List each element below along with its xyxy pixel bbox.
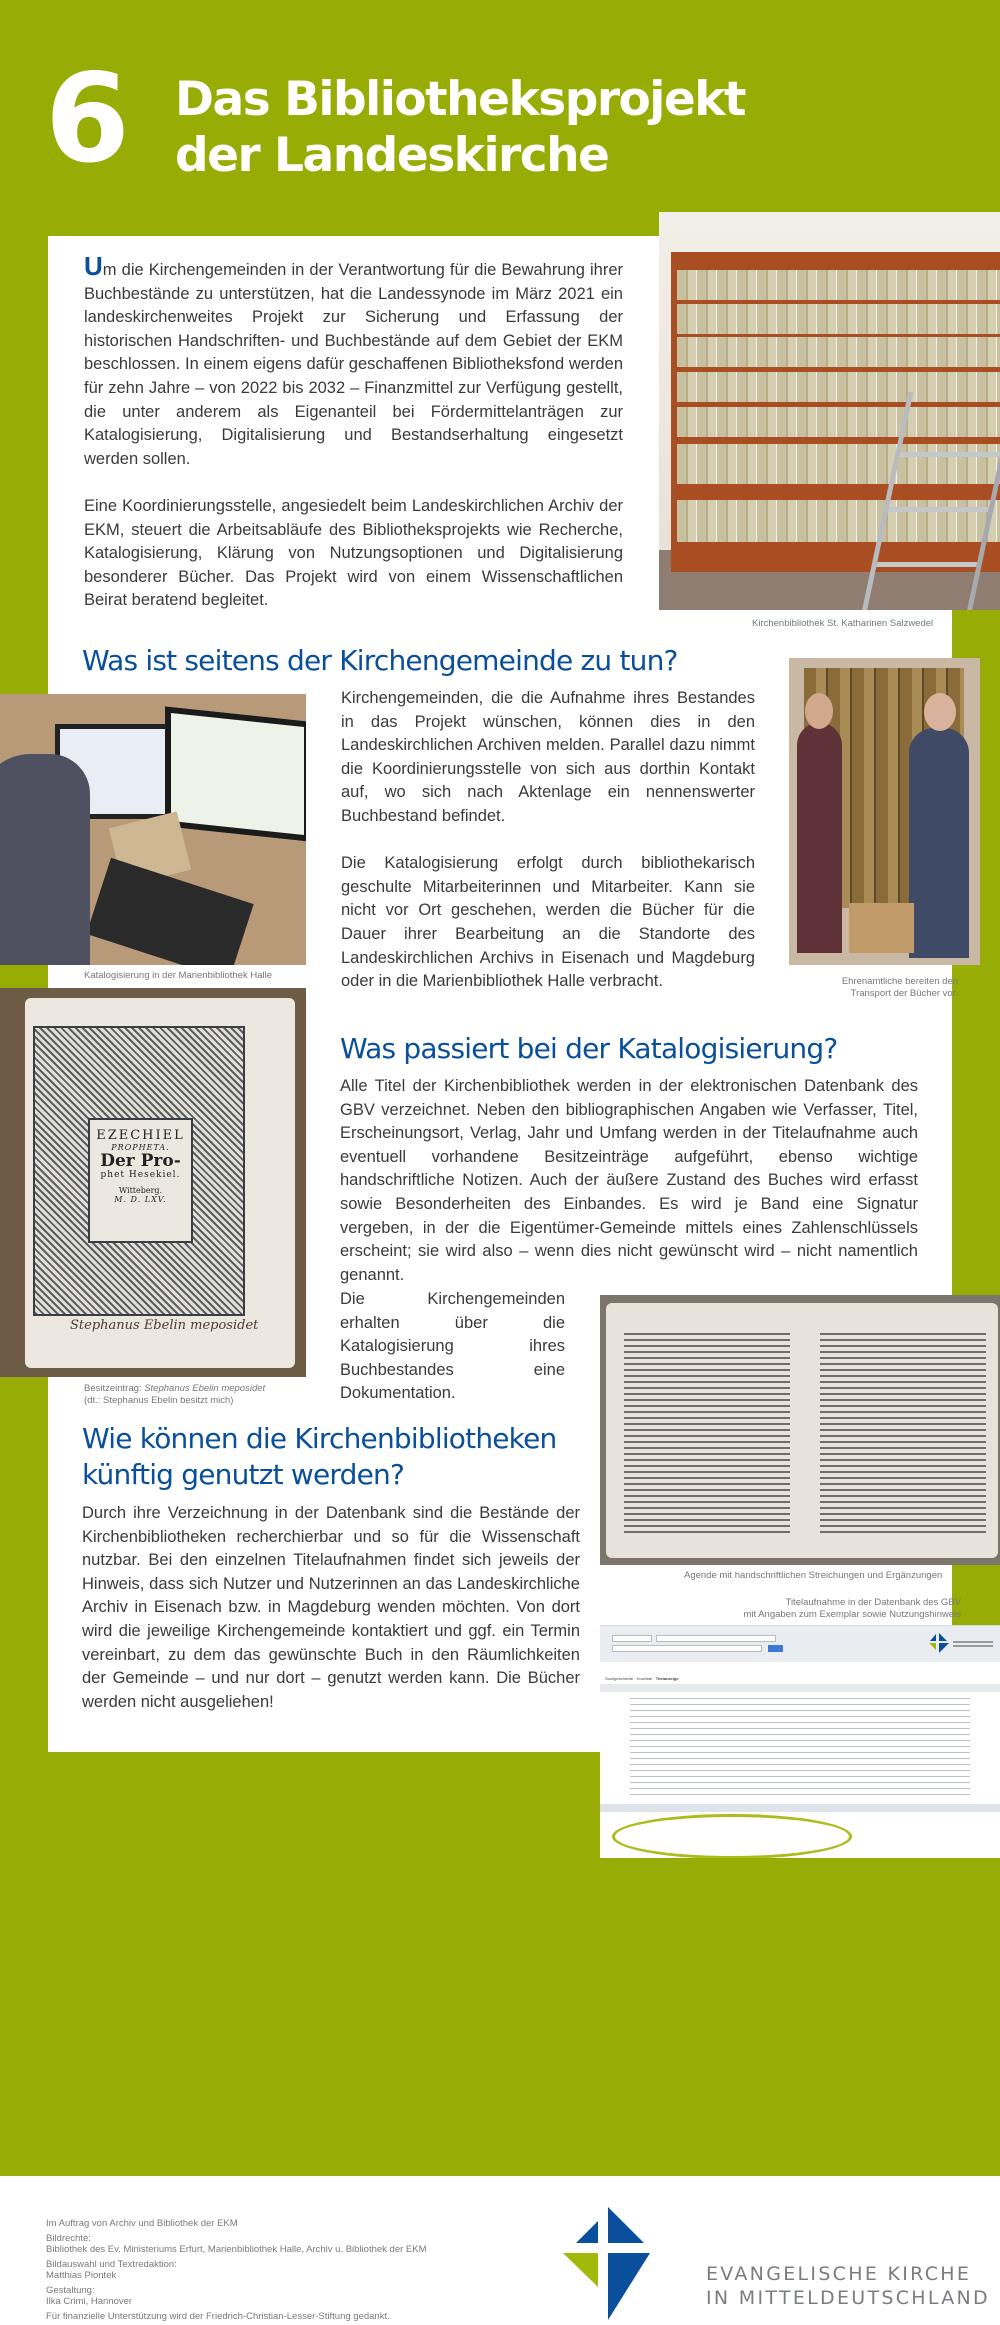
catalog-paragraph-2: Die Kirchengemeinden erhalten über die Katalogisierung ihres Buchbestandes eine Dokumentation. <box>340 1290 565 1403</box>
shelves-caption: Kirchenbibliothek St. Katharinen Salzwedel <box>752 618 934 629</box>
heading-usage: Wie können die Kirchenbibliotheken künftig genutzt werden? <box>82 1422 557 1491</box>
library-shelves-photo <box>659 212 1000 610</box>
ezechiel-caption: Besitzeintrag: Stephanus Ebelin meposidet (dt.: Stephanus Ebelin besitzt mich) <box>84 1383 266 1406</box>
parish-paragraph-1: Kirchengemeinden, die die Aufnahme ihres Bestandes in das Projekt wünschen, können dies in den Landeskirchlichen Archiven melden. Parallel dazu nimmt die Koordinierungsstelle von sich aus dorthin Kontakt auf, wo sich nach Aktenlage ein nennenswerter Buchbestand befindet. <box>341 689 755 825</box>
volunteers-caption: Ehrenamtliche bereiten den Transport der Bücher vor. <box>841 976 958 999</box>
ezechiel-title-page-photo <box>0 988 306 1377</box>
agenda-caption: Agende mit handschriftlichen Streichungen und Ergänzungen <box>684 1570 943 1581</box>
usage-text <box>82 1502 580 1714</box>
title-line-1: Das Bibliotheksprojekt <box>175 72 746 127</box>
highlight-ellipse <box>612 1814 852 1858</box>
catalog-text <box>340 1075 918 1287</box>
heading-catalog: Was passiert bei der Katalogisierung? <box>340 1032 838 1065</box>
intro-paragraph-1: Um die Kirchengemeinden in der Verantwortung für die Bewahrung ihrer Buchbestände zu unterstützen, hat die Landessynode im März 2021 ein landeskirchenweites Projekt zur Sicherung und Erfassung der historischen Handschriften- und Buchbestände auf dem Gebiet der EKM beschlossen. In einem eigens dafür geschaffenen Bibliotheksfond werden für zehn Jahre – von 2022 bis 2032 – Finanzmittel zur Verfügung gestellt, die unter anderem als Eigenanteil bei Fördermittelanträgen zur Katalogisierung, Digitalisierung und Bestandserhaltung eingesetzt werden sollen. <box>84 251 623 468</box>
gbv-tabs: Suchgeschichte · Kurzliste · Titelanzeige <box>605 1676 679 1681</box>
intro-text <box>84 251 623 613</box>
computer-caption: Katalogisierung in der Marienbibliothek Halle <box>84 970 272 981</box>
dropcap: U <box>84 251 103 281</box>
catalog-paragraph-1: Alle Titel der Kirchenbibliothek werden in der elektronischen Datenbank des GBV verzeichnet. Neben den bibliographischen Angaben wie Verfasser, Titel, Erscheinungsort, Verlag, Jahr und Umfang werden in der Titelaufnahme auch eventuell vorhandene Besitzeinträge aufgeführt, ebenso wichtige handschriftliche Notizen. Auch der äußere Zustand des Buches wird erfasst sowie Besonderheiten des Einbandes. Es wird je Band eine Signatur vergeben, in der die Eigentümer-Gemeinde mittels eines Zahlenschlüssels erscheint; sie wird also – wenn dies nicht gewünscht wird – nicht namentlich genannt. <box>340 1077 918 1284</box>
gbv-catalog-screenshot <box>600 1625 1000 1858</box>
title-line-2: der Landeskirche <box>175 128 609 183</box>
volunteers-photo <box>789 658 980 965</box>
heading-parish: Was ist seitens der Kirchengemeinde zu tun? <box>82 644 678 677</box>
parish-paragraph-2: Die Katalogisierung erfolgt durch bibliothekarisch geschulte Mitarbeiterinnen und Mitarbeiter. Kann sie nicht vor Ort geschehen, werden die Bücher für die Dauer ihrer Bearbeitung an die Standorte des Landeskirchlichen Archivs in Eisenach und Magdeburg oder in die Marienbibliothek Halle verbracht. <box>341 854 755 991</box>
parish-text <box>341 687 755 994</box>
cataloguing-computer-photo <box>0 694 306 965</box>
credits-commission: Im Auftrag von Archiv und Bibliothek der EKM <box>46 2218 238 2229</box>
handwritten-signature: Stephanus Ebelin meposidet <box>70 1318 259 1333</box>
ekm-cross-logo-icon <box>562 2204 682 2324</box>
credits: Im Auftrag von Archiv und Bibliothek der EKM Bildrechte: Bibliothek des Ev. Ministeriums Erfurt, Marienbibliothek Halle, Archiv u. Bibliothek der EKM Bildauswahl und Textredaktion: Matthias Piontek Gestaltung: Ilka Crimi, Hannover Für finanzielle Unterstützung wird der Friedrich-Christian-Lesser-Stiftung gedankt. <box>46 2218 427 2322</box>
usage-paragraph: Durch ihre Verzeichnung in der Datenbank sind die Bestände der Kirchenbibliotheken recherchierbar und so für die Wissenschaft nutzbar. Bei den einzelnen Titelaufnahmen findet sich jeweils der Hinweis, dass sich Nutzer und Nutzerinnen an das Landeskirchliche Archiv in Eisenach bzw. in Magdeburg wenden möchten. Von dort wird die jeweilige Kirchengemeinde kontaktiert und ggf. ein Termin vereinbart, zu dem das gewünschte Buch in den Räumlichkeiten der Gemeinde – und nur dort – genutzt werden kann. Die Bücher werden nicht ausgeliehen! <box>82 1504 580 1711</box>
title-page-text: EZECHIEL PROPHETA. Der Pro- phet Hesekiel. Witteberg. M. D. LXV. <box>88 1118 193 1243</box>
gbv-caption: Titelaufnahme in der Datenbank des GBV mit Angaben zum Exemplar sowie Nutzungshinweis <box>743 1597 961 1620</box>
intro-paragraph-2: Eine Koordinierungsstelle, angesiedelt beim Landeskirchlichen Archiv der EKM, steuert die Arbeitsabläufe des Bibliotheksprojekts wie Recherche, Katalogisierung, Klärung von Nutzungsoptionen und Digitalisierung besonderer Bücher. Das Projekt wird von einem Wissenschaftlichen Beirat beratend begleitet. <box>84 496 623 610</box>
agenda-book-photo <box>600 1295 1000 1565</box>
catalog-text-2 <box>340 1288 565 1406</box>
ekm-logo-text: EVANGELISCHE KIRCHE IN MITTELDEUTSCHLAND <box>706 2263 990 2309</box>
page-title <box>175 72 745 184</box>
section-number: 6 <box>45 48 128 190</box>
ekm-mini-logo-icon <box>928 1632 998 1654</box>
